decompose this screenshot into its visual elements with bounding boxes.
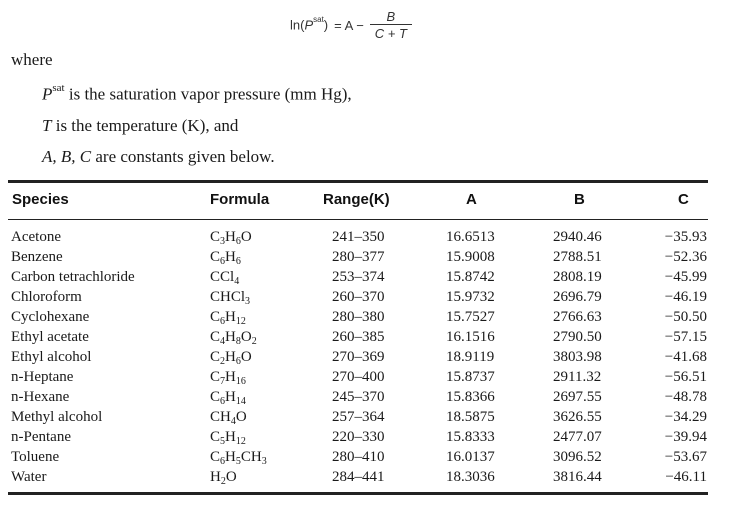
antoine-equation (290, 6, 412, 44)
formula-element: O (240, 349, 252, 365)
formula-subscript: 2 (220, 356, 226, 367)
c-cell: −34.29 (664, 409, 707, 425)
c-cell: −41.68 (664, 349, 707, 365)
formula-element: H (225, 249, 236, 265)
formula-element: CCl (210, 269, 235, 285)
formula-cell (210, 389, 246, 406)
a-cell: 15.8737 (446, 369, 495, 385)
c-cell: −46.19 (664, 289, 707, 305)
formula-subscript: 3 (220, 236, 226, 247)
a-cell: 15.8333 (446, 429, 495, 445)
c-cell: −53.67 (664, 449, 707, 465)
formula-element: O (225, 469, 237, 485)
formula-cell (210, 429, 246, 446)
where-label: where (11, 50, 53, 69)
range-cell: 253–374 (332, 269, 385, 285)
table-row (0, 369, 731, 389)
formula-subscript: 4 (230, 416, 236, 427)
formula-element: O (240, 329, 252, 345)
formula-element: H (225, 389, 236, 405)
c-cell: −35.93 (664, 229, 707, 245)
table-header-rule (8, 219, 708, 220)
formula-element: H (225, 349, 236, 365)
formula-element: H (210, 469, 221, 485)
a-cell: 16.1516 (446, 329, 495, 345)
species-cell: Ethyl alcohol (11, 349, 92, 365)
range-cell: 245–370 (332, 389, 385, 405)
formula-subscript: 7 (220, 376, 226, 387)
formula-cell (210, 349, 252, 366)
equation-denominator: C + T (370, 24, 412, 41)
a-cell: 15.8742 (446, 269, 495, 285)
b-cell: 2696.79 (553, 289, 602, 305)
formula-element: C (210, 449, 221, 465)
formula-cell (210, 329, 257, 346)
c-cell: −56.51 (664, 369, 707, 385)
formula-element: C (210, 329, 221, 345)
formula-element: H (225, 329, 236, 345)
table-row (0, 349, 731, 369)
a-cell: 15.9732 (446, 289, 495, 305)
table-row (0, 249, 731, 269)
range-cell: 260–370 (332, 289, 385, 305)
formula-cell (210, 309, 246, 326)
formula-subscript: 6 (235, 356, 241, 367)
species-cell: n-Hexane (11, 389, 70, 405)
formula-element: H (225, 229, 236, 245)
definition-temperature: T is the temperature (K), and (42, 116, 239, 135)
formula-element: H (225, 449, 236, 465)
table-row (0, 309, 731, 329)
table-row (0, 329, 731, 349)
a-cell: 15.7527 (446, 309, 495, 325)
definition-constants: A, B, C are constants given below. (42, 147, 275, 166)
formula-subscript: 12 (235, 316, 246, 327)
formula-element: C (210, 229, 221, 245)
a-cell: 15.9008 (446, 249, 495, 265)
formula-subscript: 2 (220, 476, 226, 487)
range-cell: 260–385 (332, 329, 385, 345)
table-top-rule (8, 180, 708, 183)
formula-element: C (210, 249, 221, 265)
formula-subscript: 12 (235, 436, 246, 447)
header-formula: Formula (210, 191, 270, 208)
formula-cell (210, 229, 252, 246)
a-cell: 18.5875 (446, 409, 495, 425)
formula-subscript: 4 (234, 276, 240, 287)
range-cell: 241–350 (332, 229, 385, 245)
formula-element: CH (210, 409, 231, 425)
table-row (0, 449, 731, 469)
formula-cell (210, 289, 250, 306)
species-cell: n-Heptane (11, 369, 74, 385)
table-row (0, 389, 731, 409)
header-b: B (574, 191, 585, 208)
b-cell: 2808.19 (553, 269, 602, 285)
b-cell: 2911.32 (553, 369, 602, 385)
table-row (0, 429, 731, 449)
table-bottom-rule (8, 492, 708, 495)
formula-subscript: 2 (251, 336, 257, 347)
c-cell: −52.36 (664, 249, 707, 265)
b-cell: 3096.52 (553, 449, 602, 465)
species-cell: Ethyl acetate (11, 329, 89, 345)
formula-subscript: 8 (235, 336, 241, 347)
formula-subscript: 6 (235, 236, 241, 247)
species-cell: Toluene (11, 449, 60, 465)
equation-numerator: B (386, 9, 396, 24)
equation-mid: = A − (334, 17, 364, 33)
species-cell: Chloroform (11, 289, 82, 305)
c-cell: −50.50 (664, 309, 707, 325)
header-range: Range(K) (323, 191, 390, 208)
formula-cell (210, 369, 246, 386)
b-cell: 2788.51 (553, 249, 602, 265)
formula-subscript: 14 (235, 396, 246, 407)
header-c: C (678, 191, 689, 208)
range-cell: 280–377 (332, 249, 385, 265)
formula-element: CHCl (210, 289, 246, 305)
species-cell: Benzene (11, 249, 63, 265)
species-cell: n-Pentane (11, 429, 71, 445)
species-cell: Cyclohexane (11, 309, 90, 325)
formula-element: C (210, 349, 221, 365)
table-row (0, 229, 731, 249)
formula-subscript: 3 (261, 456, 267, 467)
species-cell: Acetone (11, 229, 61, 245)
formula-subscript: 5 (235, 456, 241, 467)
formula-element: H (225, 429, 236, 445)
table-row (0, 289, 731, 309)
range-cell: 284–441 (332, 469, 385, 485)
a-cell: 15.8366 (446, 389, 495, 405)
formula-subscript: 16 (235, 376, 246, 387)
c-cell: −46.11 (665, 469, 707, 485)
formula-cell (210, 469, 237, 486)
formula-element: C (210, 429, 221, 445)
range-cell: 257–364 (332, 409, 385, 425)
table-row (0, 269, 731, 289)
equation-lhs: $\ln(P^{sat})$ (290, 15, 329, 33)
b-cell: 3816.44 (553, 469, 602, 485)
formula-subscript: 3 (245, 296, 251, 307)
range-cell: 270–369 (332, 349, 385, 365)
formula-subscript: 6 (220, 316, 226, 327)
a-cell: 18.9119 (446, 349, 495, 365)
b-cell: 2790.50 (553, 329, 602, 345)
formula-cell (210, 449, 267, 466)
definition-psat: $P^{sat}$ is the saturation vapor pressure (mm Hg), (42, 82, 352, 104)
formula-cell (210, 249, 241, 266)
formula-element: H (225, 369, 236, 385)
range-cell: 220–330 (332, 429, 385, 445)
formula-subscript: 4 (220, 336, 226, 347)
b-cell: 2477.07 (553, 429, 602, 445)
header-a: A (466, 191, 477, 208)
formula-subscript: 5 (220, 436, 226, 447)
a-cell: 16.6513 (446, 229, 495, 245)
b-cell: 2697.55 (553, 389, 602, 405)
formula-element: C (210, 309, 221, 325)
species-cell: Carbon tetrachloride (11, 269, 135, 285)
formula-subscript: 6 (220, 396, 226, 407)
species-cell: Water (11, 469, 47, 485)
formula-element: O (235, 409, 247, 425)
formula-element: C (210, 369, 221, 385)
range-cell: 280–380 (332, 309, 385, 325)
c-cell: −39.94 (664, 429, 707, 445)
range-cell: 270–400 (332, 369, 385, 385)
table-row (0, 469, 731, 489)
formula-subscript: 6 (220, 256, 226, 267)
formula-cell (210, 269, 239, 286)
b-cell: 2766.63 (553, 309, 602, 325)
formula-element: O (240, 229, 252, 245)
a-cell: 16.0137 (446, 449, 495, 465)
b-cell: 2940.46 (553, 229, 602, 245)
c-cell: −57.15 (664, 329, 707, 345)
formula-element: CH (240, 449, 262, 465)
range-cell: 280–410 (332, 449, 385, 465)
formula-element: H (225, 309, 236, 325)
a-cell: 18.3036 (446, 469, 495, 485)
formula-cell (210, 409, 247, 426)
b-cell: 3626.55 (553, 409, 602, 425)
b-cell: 3803.98 (553, 349, 602, 365)
c-cell: −45.99 (664, 269, 707, 285)
c-cell: −48.78 (664, 389, 707, 405)
formula-element: C (210, 389, 221, 405)
equation-fraction (370, 9, 412, 41)
formula-subscript: 6 (220, 456, 226, 467)
formula-subscript: 6 (235, 256, 241, 267)
header-species: Species (12, 191, 69, 208)
table-row (0, 409, 731, 429)
species-cell: Methyl alcohol (11, 409, 103, 425)
